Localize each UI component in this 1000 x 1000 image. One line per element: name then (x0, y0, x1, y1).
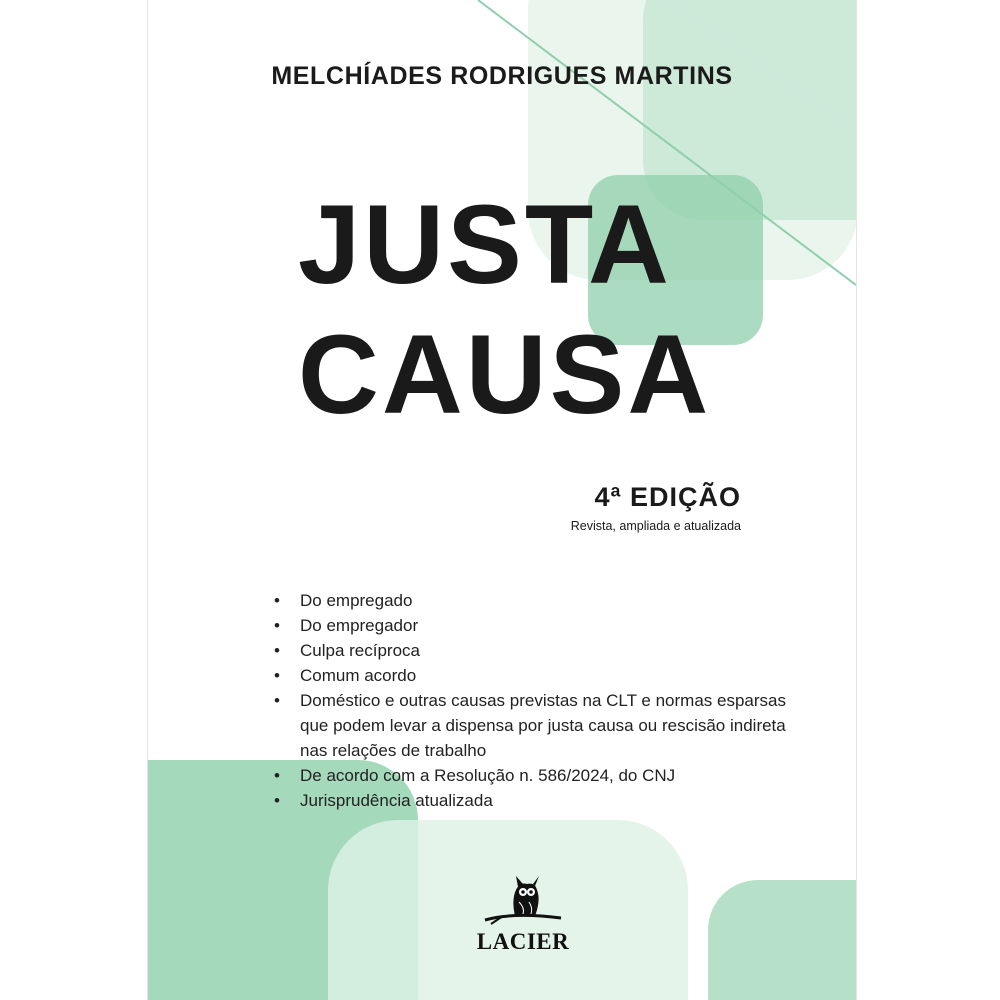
publisher-logo (468, 868, 578, 955)
edition-note: Revista, ampliada e atualizada (570, 519, 741, 533)
list-item: • Culpa recíproca (274, 641, 421, 660)
book-cover (147, 0, 857, 1000)
decorative-shapes (148, 0, 856, 1000)
owl-on-branch-icon (483, 868, 563, 928)
book-title (298, 180, 711, 440)
list-item: • Doméstico e outras causas previstas na CLT e normas esparsas que podem levar a dispensa por justa causa ou rescisão indireta nas relações de trabalho (274, 691, 786, 760)
title-line-1: JUSTA (298, 182, 672, 307)
list-item: • Do empregado (274, 591, 413, 610)
author-name: MELCHÍADES RODRIGUES MARTINS (271, 62, 733, 90)
list-item: • Do empregador (274, 616, 419, 635)
list-item: • De acordo com a Resolução n. 586/2024, do CNJ (274, 766, 676, 785)
edition-label: 4ª EDIÇÃO (594, 482, 741, 512)
list-item: • Jurisprudência atualizada (274, 791, 493, 810)
topics-list (270, 588, 790, 813)
edition-block (571, 482, 741, 533)
publisher-name: LACIER (476, 929, 570, 954)
list-item: • Comum acordo (274, 666, 417, 685)
title-line-2: CAUSA (298, 312, 712, 437)
